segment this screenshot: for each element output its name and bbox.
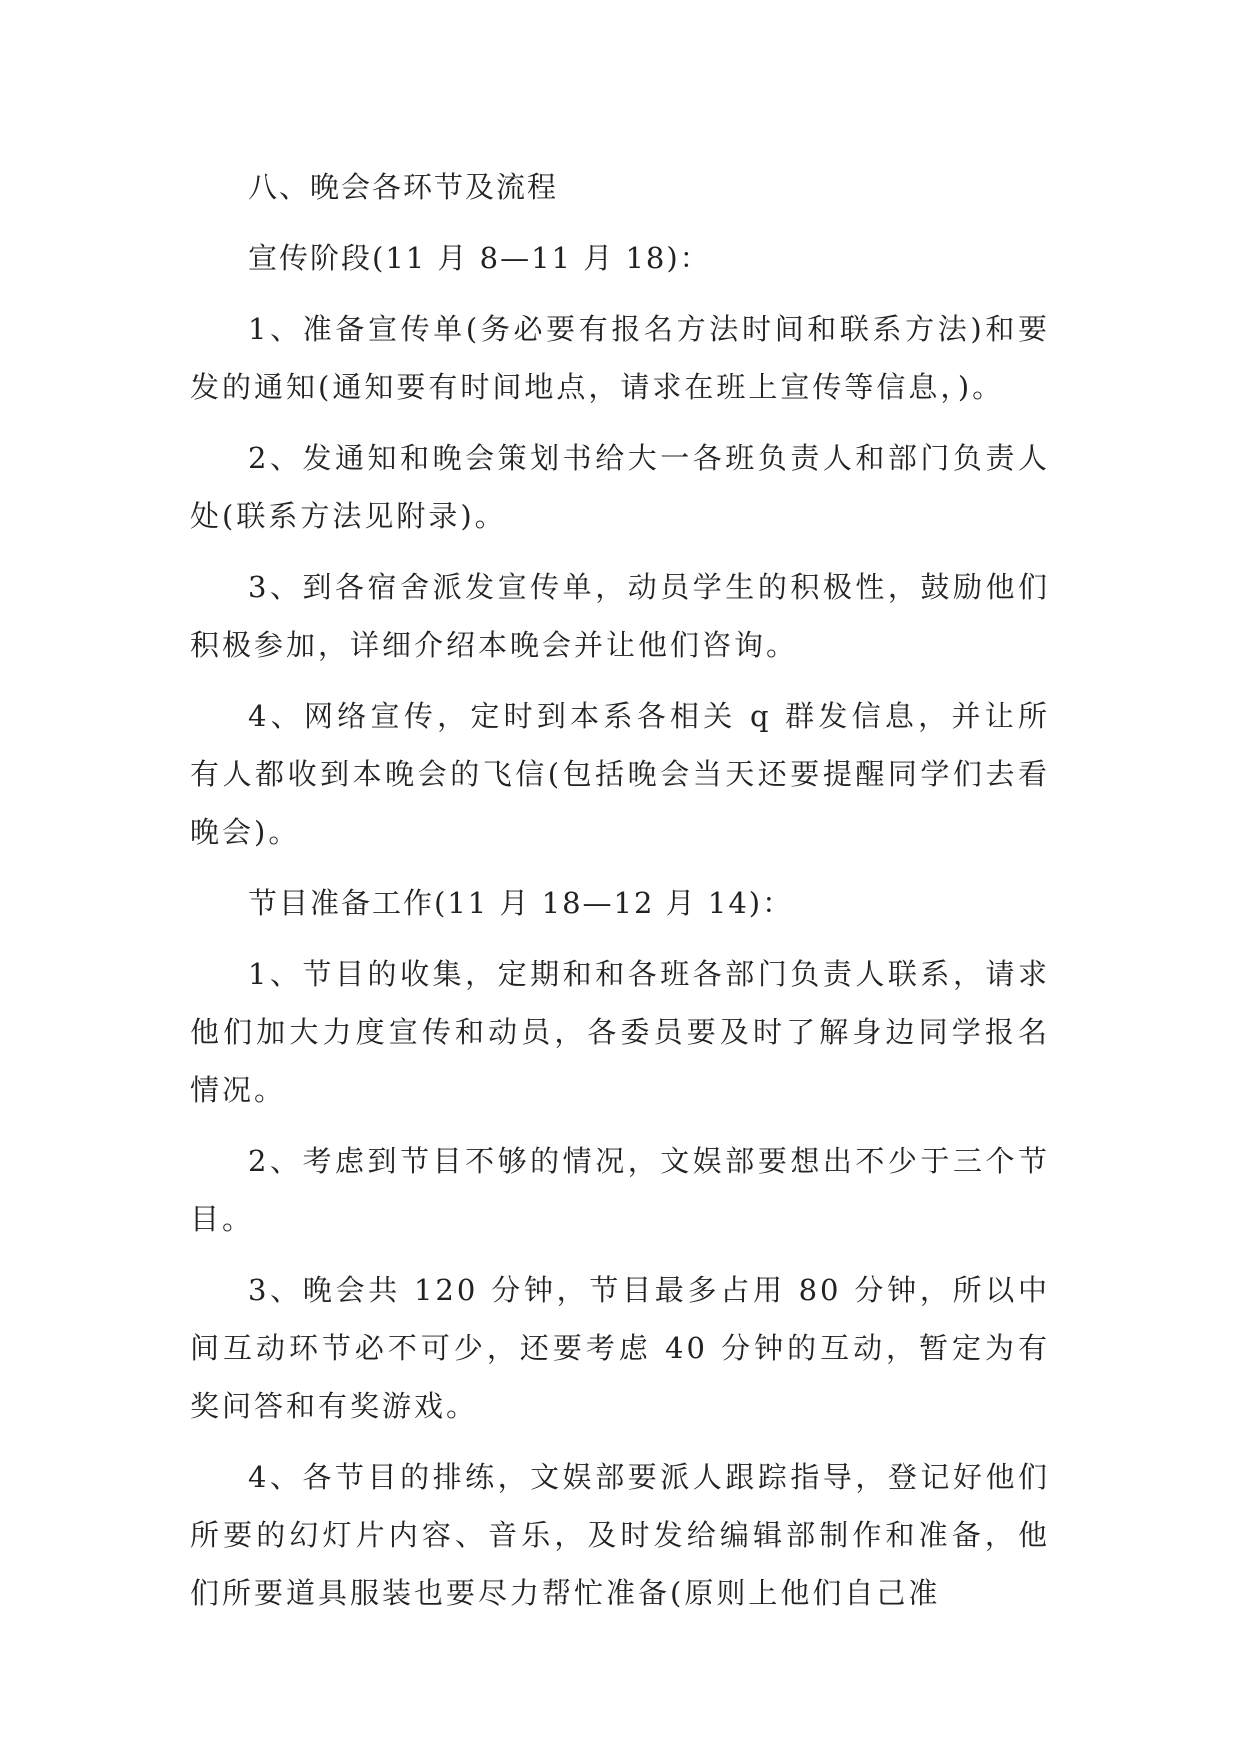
- paragraph-publicity-1: 1、准备宣传单(务必要有报名方法时间和联系方法)和要发的通知(通知要有时间地点，请求在班上宣传等信息，)。: [190, 312, 1050, 404]
- subheading-program-preparation: 节目准备工作(11 月 18—12 月 14)：: [248, 886, 794, 920]
- subheading-publicity-stage: 宣传阶段(11 月 8—11 月 18)：: [248, 241, 711, 275]
- paragraph-program-2: 2、考虑到节目不够的情况，文娱部要想出不少于三个节目。: [190, 1144, 1050, 1236]
- paragraph-program-1: 1、节目的收集，定期和和各班各部门负责人联系，请求他们加大力度宣传和动员，各委员要及时了解身边同学报名情况。: [190, 957, 1050, 1107]
- document-page: [190, 158, 1050, 1635]
- paragraph-publicity-3: 3、到各宿舍派发宣传单，动员学生的积极性，鼓励他们积极参加，详细介绍本晚会并让他们咨询。: [190, 570, 1050, 662]
- section-heading: 八、晚会各环节及流程: [248, 170, 559, 204]
- paragraph-publicity-2: 2、发通知和晚会策划书给大一各班负责人和部门负责人处(联系方法见附录)。: [190, 441, 1050, 533]
- paragraph-publicity-4: 4、网络宣传，定时到本系各相关 q 群发信息，并让所有人都收到本晚会的飞信(包括晚会当天还要提醒同学们去看晚会)。: [190, 699, 1050, 849]
- paragraph-program-3: 3、晚会共 120 分钟，节目最多占用 80 分钟，所以中间互动环节必不可少，还要考虑 40 分钟的互动，暂定为有奖问答和有奖游戏。: [190, 1273, 1050, 1423]
- paragraph-program-4: 4、各节目的排练，文娱部要派人跟踪指导，登记好他们所要的幻灯片内容、音乐，及时发给编辑部制作和准备，他们所要道具服装也要尽力帮忙准备(原则上他们自己准: [190, 1460, 1050, 1610]
